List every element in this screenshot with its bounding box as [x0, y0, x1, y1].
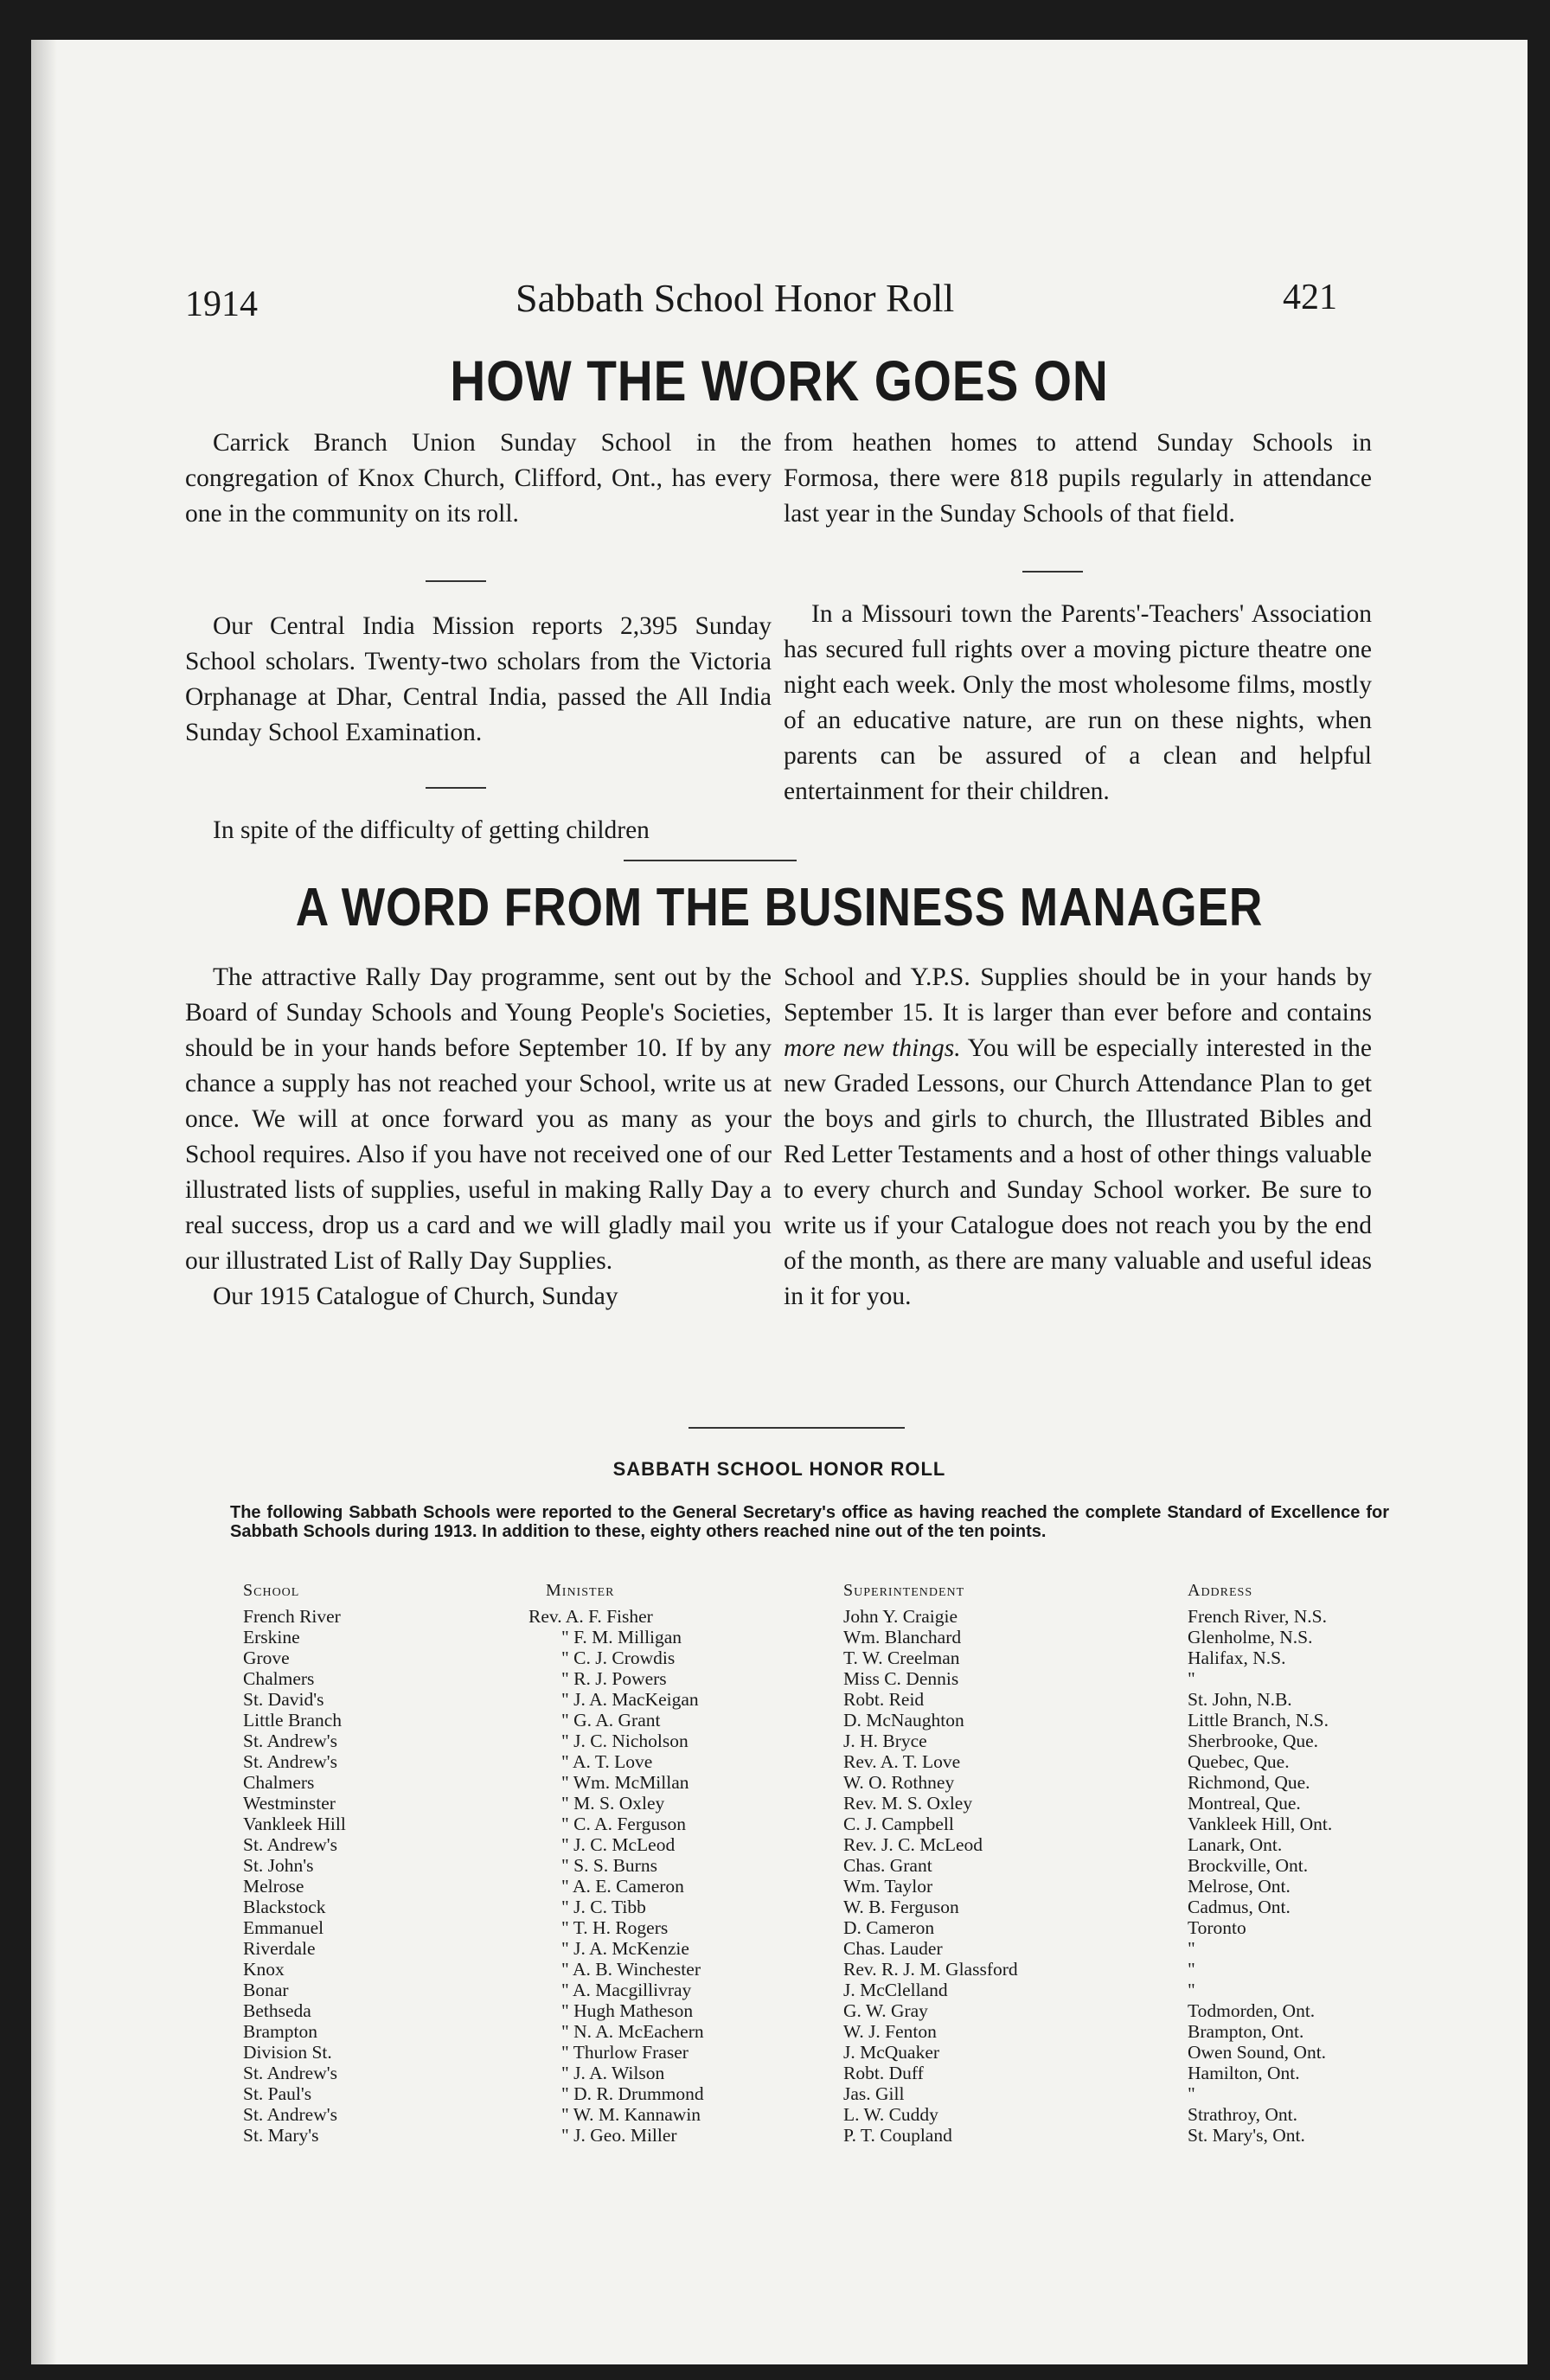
page-edge-shadow: [31, 40, 57, 2364]
table-cell-superintendent: D. McNaughton: [843, 1710, 964, 1731]
table-row: [243, 1710, 1464, 1731]
table-cell-minister: " Thurlow Fraser: [561, 2042, 689, 2063]
paragraph: Our Central India Mission reports 2,395 Sunday School scholars. Twenty-two scholars from the Victoria Orphanage at Dhar, Central India, passed the All India Sunday School Examination.: [185, 612, 772, 746]
table-row: [243, 1938, 1464, 1959]
table-cell-superintendent: W. B. Ferguson: [843, 1897, 959, 1917]
table-row: [243, 1917, 1464, 1938]
table-cell-school: Bethseda: [243, 2000, 311, 2021]
table-cell-school: St. Andrew's: [243, 2104, 337, 2125]
table-cell-superintendent: J. McClelland: [843, 1980, 948, 2000]
table-cell-superintendent: Wm. Taylor: [843, 1876, 933, 1897]
table-cell-address: ": [1188, 1959, 1195, 1980]
section2-right-column: [784, 960, 1372, 1315]
table-cell-superintendent: J. McQuaker: [843, 2042, 940, 2063]
table-cell-school: Little Branch: [243, 1710, 343, 1731]
table-cell-minister: " F. M. Milligan: [561, 1627, 682, 1647]
table-cell-address: Strathroy, Ont.: [1188, 2104, 1297, 2125]
table-row: [243, 1731, 1464, 1751]
table-cell-superintendent: Rev. R. J. M. Glassford: [843, 1959, 1018, 1980]
table-cell-address: ": [1188, 1980, 1195, 2000]
table-row: [243, 1689, 1464, 1710]
table-row: [243, 2063, 1464, 2083]
table-cell-superintendent: D. Cameron: [843, 1917, 935, 1938]
table-cell-school: Emmanuel: [243, 1917, 324, 1938]
table-cell-school: St. Andrew's: [243, 1751, 337, 1772]
table-cell-minister: " J. C. Nicholson: [561, 1731, 689, 1751]
text-run: You will be especially interested in the new Graded Lessons, our Church Attendance Plan to get the boys and girls to church, the Illustrated Bibles and Red Letter Testaments and a host of other things valuable to every church and Sunday School worker. Be sure to write us if your Catalogue does not reach you by the end of the month, as there are many valuable and useful ideas in it for you.: [784, 1034, 1373, 1310]
table-row: [243, 1668, 1464, 1689]
table-cell-minister: " A. T. Love: [561, 1751, 653, 1772]
paragraph: The attractive Rally Day programme, sent out by the Board of Sunday Schools and Young People's Societies, should be in your hands before September 10. If by any chance a supply has not reached your School, write us at once. We will at once forward you as many as your School requires. Also if you have not received one of our illustrated lists of supplies, useful in making Rally Day a real success, drop us a card and we will gladly mail you our illustrated List of Rally Day Supplies.: [185, 963, 772, 1275]
table-cell-school: St. Andrew's: [243, 1731, 337, 1751]
table-cell-address: Richmond, Que.: [1188, 1772, 1310, 1793]
table-cell-minister: " A. Macgillivray: [561, 1980, 692, 2000]
table-cell-superintendent: L. W. Cuddy: [843, 2104, 938, 2125]
section1-headline: HOW THE WORK GOES ON: [450, 349, 1109, 413]
table-cell-school: St. John's: [243, 1855, 314, 1876]
table-cell-school: Grove: [243, 1647, 290, 1668]
table-cell-address: Brockville, Ont.: [1188, 1855, 1309, 1876]
table-cell-address: St. John, N.B.: [1188, 1689, 1292, 1710]
table-cell-superintendent: Robt. Reid: [843, 1689, 925, 1710]
table-row: [243, 2042, 1464, 2063]
table-cell-address: Brampton, Ont.: [1188, 2021, 1304, 2042]
table-cell-address: Sherbrooke, Que.: [1188, 1731, 1319, 1751]
table-cell-address: ": [1188, 1668, 1195, 1689]
table-cell-address: Glenholme, N.S.: [1188, 1627, 1313, 1647]
column-header-minister: Minister: [546, 1581, 615, 1600]
table-cell-school: Riverdale: [243, 1938, 316, 1959]
table-cell-superintendent: J. H. Bryce: [843, 1731, 927, 1751]
table-row: [243, 2000, 1464, 2021]
page-number: 421: [1283, 278, 1337, 317]
table-row: [243, 1793, 1464, 1814]
paragraph: [784, 960, 1372, 1315]
emphasis-text: more new things.: [784, 1034, 961, 1062]
table-cell-minister: " C. J. Crowdis: [561, 1647, 676, 1668]
table-cell-address: Vankleek Hill, Ont.: [1188, 1814, 1333, 1834]
divider: [426, 787, 486, 789]
table-cell-minister: " A. B. Winchester: [561, 1959, 701, 1980]
table-cell-address: Halifax, N.S.: [1188, 1647, 1286, 1668]
table-cell-school: Division St.: [243, 2042, 332, 2063]
table-cell-minister: " J. C. Tibb: [561, 1897, 646, 1917]
table-row: [243, 1980, 1464, 2000]
paragraph: In a Missouri town the Parents'-Teachers' Association has secured full rights over a moving picture theatre one night each week. Only the most wholesome films, mostly of an educative nature, are run on these nights, when parents can be assured of a clean and helpful entertainment for their children.: [784, 600, 1372, 805]
section1-right-column-2: [784, 597, 1372, 809]
table-row: [243, 1897, 1464, 1917]
table-cell-minister: " T. H. Rogers: [561, 1917, 669, 1938]
table-cell-school: St. David's: [243, 1689, 324, 1710]
section-divider: [689, 1427, 905, 1429]
table-cell-address: Hamilton, Ont.: [1188, 2063, 1300, 2083]
table-cell-minister: Rev. A. F. Fisher: [528, 1606, 653, 1627]
table-body: [243, 1606, 1464, 2146]
table-row: [243, 1855, 1464, 1876]
table-cell-school: Vankleek Hill: [243, 1814, 346, 1834]
table-cell-minister: " Hugh Matheson: [561, 2000, 694, 2021]
table-cell-minister: " D. R. Drummond: [561, 2083, 704, 2104]
table-header-row: [243, 1581, 1464, 1606]
table-cell-minister: " A. E. Cameron: [561, 1876, 684, 1897]
page: [31, 40, 1528, 2364]
table-cell-minister: " N. A. McEachern: [561, 2021, 704, 2042]
table-cell-superintendent: T. W. Creelman: [843, 1647, 960, 1668]
table-cell-address: Little Branch, N.S.: [1188, 1710, 1329, 1731]
table-cell-school: St. Andrew's: [243, 1834, 337, 1855]
table-cell-superintendent: Chas. Lauder: [843, 1938, 943, 1959]
table-row: [243, 1876, 1464, 1897]
table-cell-school: St. Andrew's: [243, 2063, 337, 2083]
table-cell-superintendent: Jas. Gill: [843, 2083, 905, 2104]
table-cell-minister: " C. A. Ferguson: [561, 1814, 686, 1834]
table-cell-superintendent: P. T. Coupland: [843, 2125, 952, 2146]
table-cell-minister: " R. J. Powers: [561, 1668, 667, 1689]
table-cell-address: Quebec, Que.: [1188, 1751, 1290, 1772]
table-cell-minister: " J. C. McLeod: [561, 1834, 676, 1855]
table-cell-minister: " Wm. McMillan: [561, 1772, 689, 1793]
table-cell-minister: " J. A. MacKeigan: [561, 1689, 699, 1710]
table-cell-minister: " J. A. McKenzie: [561, 1938, 689, 1959]
table-cell-minister: " W. M. Kannawin: [561, 2104, 701, 2125]
table-cell-school: Knox: [243, 1959, 285, 1980]
divider: [1022, 571, 1083, 573]
table-cell-school: St. Paul's: [243, 2083, 312, 2104]
table-cell-school: St. Mary's: [243, 2125, 319, 2146]
section2-headline: A WORD FROM THE BUSINESS MANAGER: [295, 878, 1264, 937]
table-cell-superintendent: John Y. Craigie: [843, 1606, 958, 1627]
table-cell-address: Montreal, Que.: [1188, 1793, 1301, 1814]
table-row: [243, 1606, 1464, 1627]
table-cell-superintendent: Wm. Blanchard: [843, 1627, 962, 1647]
header-title: Sabbath School Honor Roll: [516, 276, 955, 320]
section1-right-column: [784, 425, 1372, 532]
table-cell-superintendent: Miss C. Dennis: [843, 1668, 959, 1689]
table-row: [243, 2104, 1464, 2125]
table-cell-school: Brampton: [243, 2021, 317, 2042]
table-row: [243, 1814, 1464, 1834]
table-cell-school: French River: [243, 1606, 341, 1627]
table-row: [243, 1627, 1464, 1647]
table-cell-address: ": [1188, 2083, 1195, 2104]
table-cell-superintendent: Rev. J. C. McLeod: [843, 1834, 983, 1855]
table-cell-address: French River, N.S.: [1188, 1606, 1327, 1627]
divider: [426, 580, 486, 582]
table-row: [243, 2125, 1464, 2146]
text-run: School and Y.P.S. Supplies should be in your hands by September 15. It is larger than ever before and contains: [784, 963, 1372, 1027]
table-cell-school: Blackstock: [243, 1897, 326, 1917]
table-cell-minister: " J. A. Wilson: [561, 2063, 665, 2083]
table-cell-superintendent: W. O. Rothney: [843, 1772, 955, 1793]
table-cell-minister: " S. S. Burns: [561, 1855, 657, 1876]
table-cell-school: Melrose: [243, 1876, 304, 1897]
section-divider: [624, 860, 797, 861]
table-cell-school: Bonar: [243, 1980, 289, 2000]
table-cell-superintendent: Chas. Grant: [843, 1855, 932, 1876]
table-cell-address: Lanark, Ont.: [1188, 1834, 1283, 1855]
table-cell-address: Todmorden, Ont.: [1188, 2000, 1316, 2021]
table-cell-minister: " J. Geo. Miller: [561, 2125, 677, 2146]
table-cell-superintendent: Rev. M. S. Oxley: [843, 1793, 973, 1814]
honor-roll-title: SABBATH SCHOOL HONOR ROLL: [612, 1458, 946, 1480]
table-cell-superintendent: Rev. A. T. Love: [843, 1751, 961, 1772]
table-row: [243, 1751, 1464, 1772]
table-cell-address: Melrose, Ont.: [1188, 1876, 1291, 1897]
paragraph: Our 1915 Catalogue of Church, Sunday: [213, 1283, 618, 1310]
table-cell-address: Cadmus, Ont.: [1188, 1897, 1291, 1917]
column-header-superintendent: Superintendent: [843, 1581, 965, 1600]
table-row: [243, 1772, 1464, 1793]
table-cell-address: St. Mary's, Ont.: [1188, 2125, 1305, 2146]
table-cell-superintendent: C. J. Campbell: [843, 1814, 954, 1834]
table-cell-address: Owen Sound, Ont.: [1188, 2042, 1327, 2063]
section1-left-column-2: [185, 609, 772, 751]
table-cell-school: Westminster: [243, 1793, 336, 1814]
table-cell-superintendent: Robt. Duff: [843, 2063, 924, 2083]
table-cell-school: Erskine: [243, 1627, 300, 1647]
table-row: [243, 2021, 1464, 2042]
column-header-school: School: [243, 1581, 300, 1600]
section1-left-column-3: [185, 813, 772, 848]
table-cell-minister: " G. A. Grant: [561, 1710, 661, 1731]
column-header-address: Address: [1188, 1581, 1253, 1600]
table-cell-school: Chalmers: [243, 1772, 315, 1793]
table-cell-minister: " M. S. Oxley: [561, 1793, 665, 1814]
header-year: 1914: [185, 285, 258, 324]
table-row: [243, 1834, 1464, 1855]
paragraph: from heathen homes to attend Sunday Schools in Formosa, there were 818 pupils regularly in attendance last year in the Sunday Schools of that field.: [784, 429, 1372, 528]
honor-roll-table: [243, 1581, 1464, 2146]
table-cell-address: Toronto: [1188, 1917, 1246, 1938]
table-cell-superintendent: W. J. Fenton: [843, 2021, 937, 2042]
section2-left-column: [185, 960, 772, 1315]
table-row: [243, 1647, 1464, 1668]
honor-roll-intro: The following Sabbath Schools were reported to the General Secretary's office as having reached the complete Standard of Excellence for Sabbath Schools during 1913. In addition to these, eighty others reached nine out of the ten points.: [230, 1503, 1389, 1541]
table-row: [243, 2083, 1464, 2104]
table-cell-school: Chalmers: [243, 1668, 315, 1689]
section1-left-column: [185, 425, 772, 532]
table-row: [243, 1959, 1464, 1980]
paragraph: Carrick Branch Union Sunday School in the congregation of Knox Church, Clifford, Ont., has every one in the community on its roll.: [185, 429, 772, 528]
table-cell-address: ": [1188, 1938, 1195, 1959]
table-cell-superintendent: G. W. Gray: [843, 2000, 928, 2021]
paragraph: In spite of the difficulty of getting children: [213, 816, 650, 844]
